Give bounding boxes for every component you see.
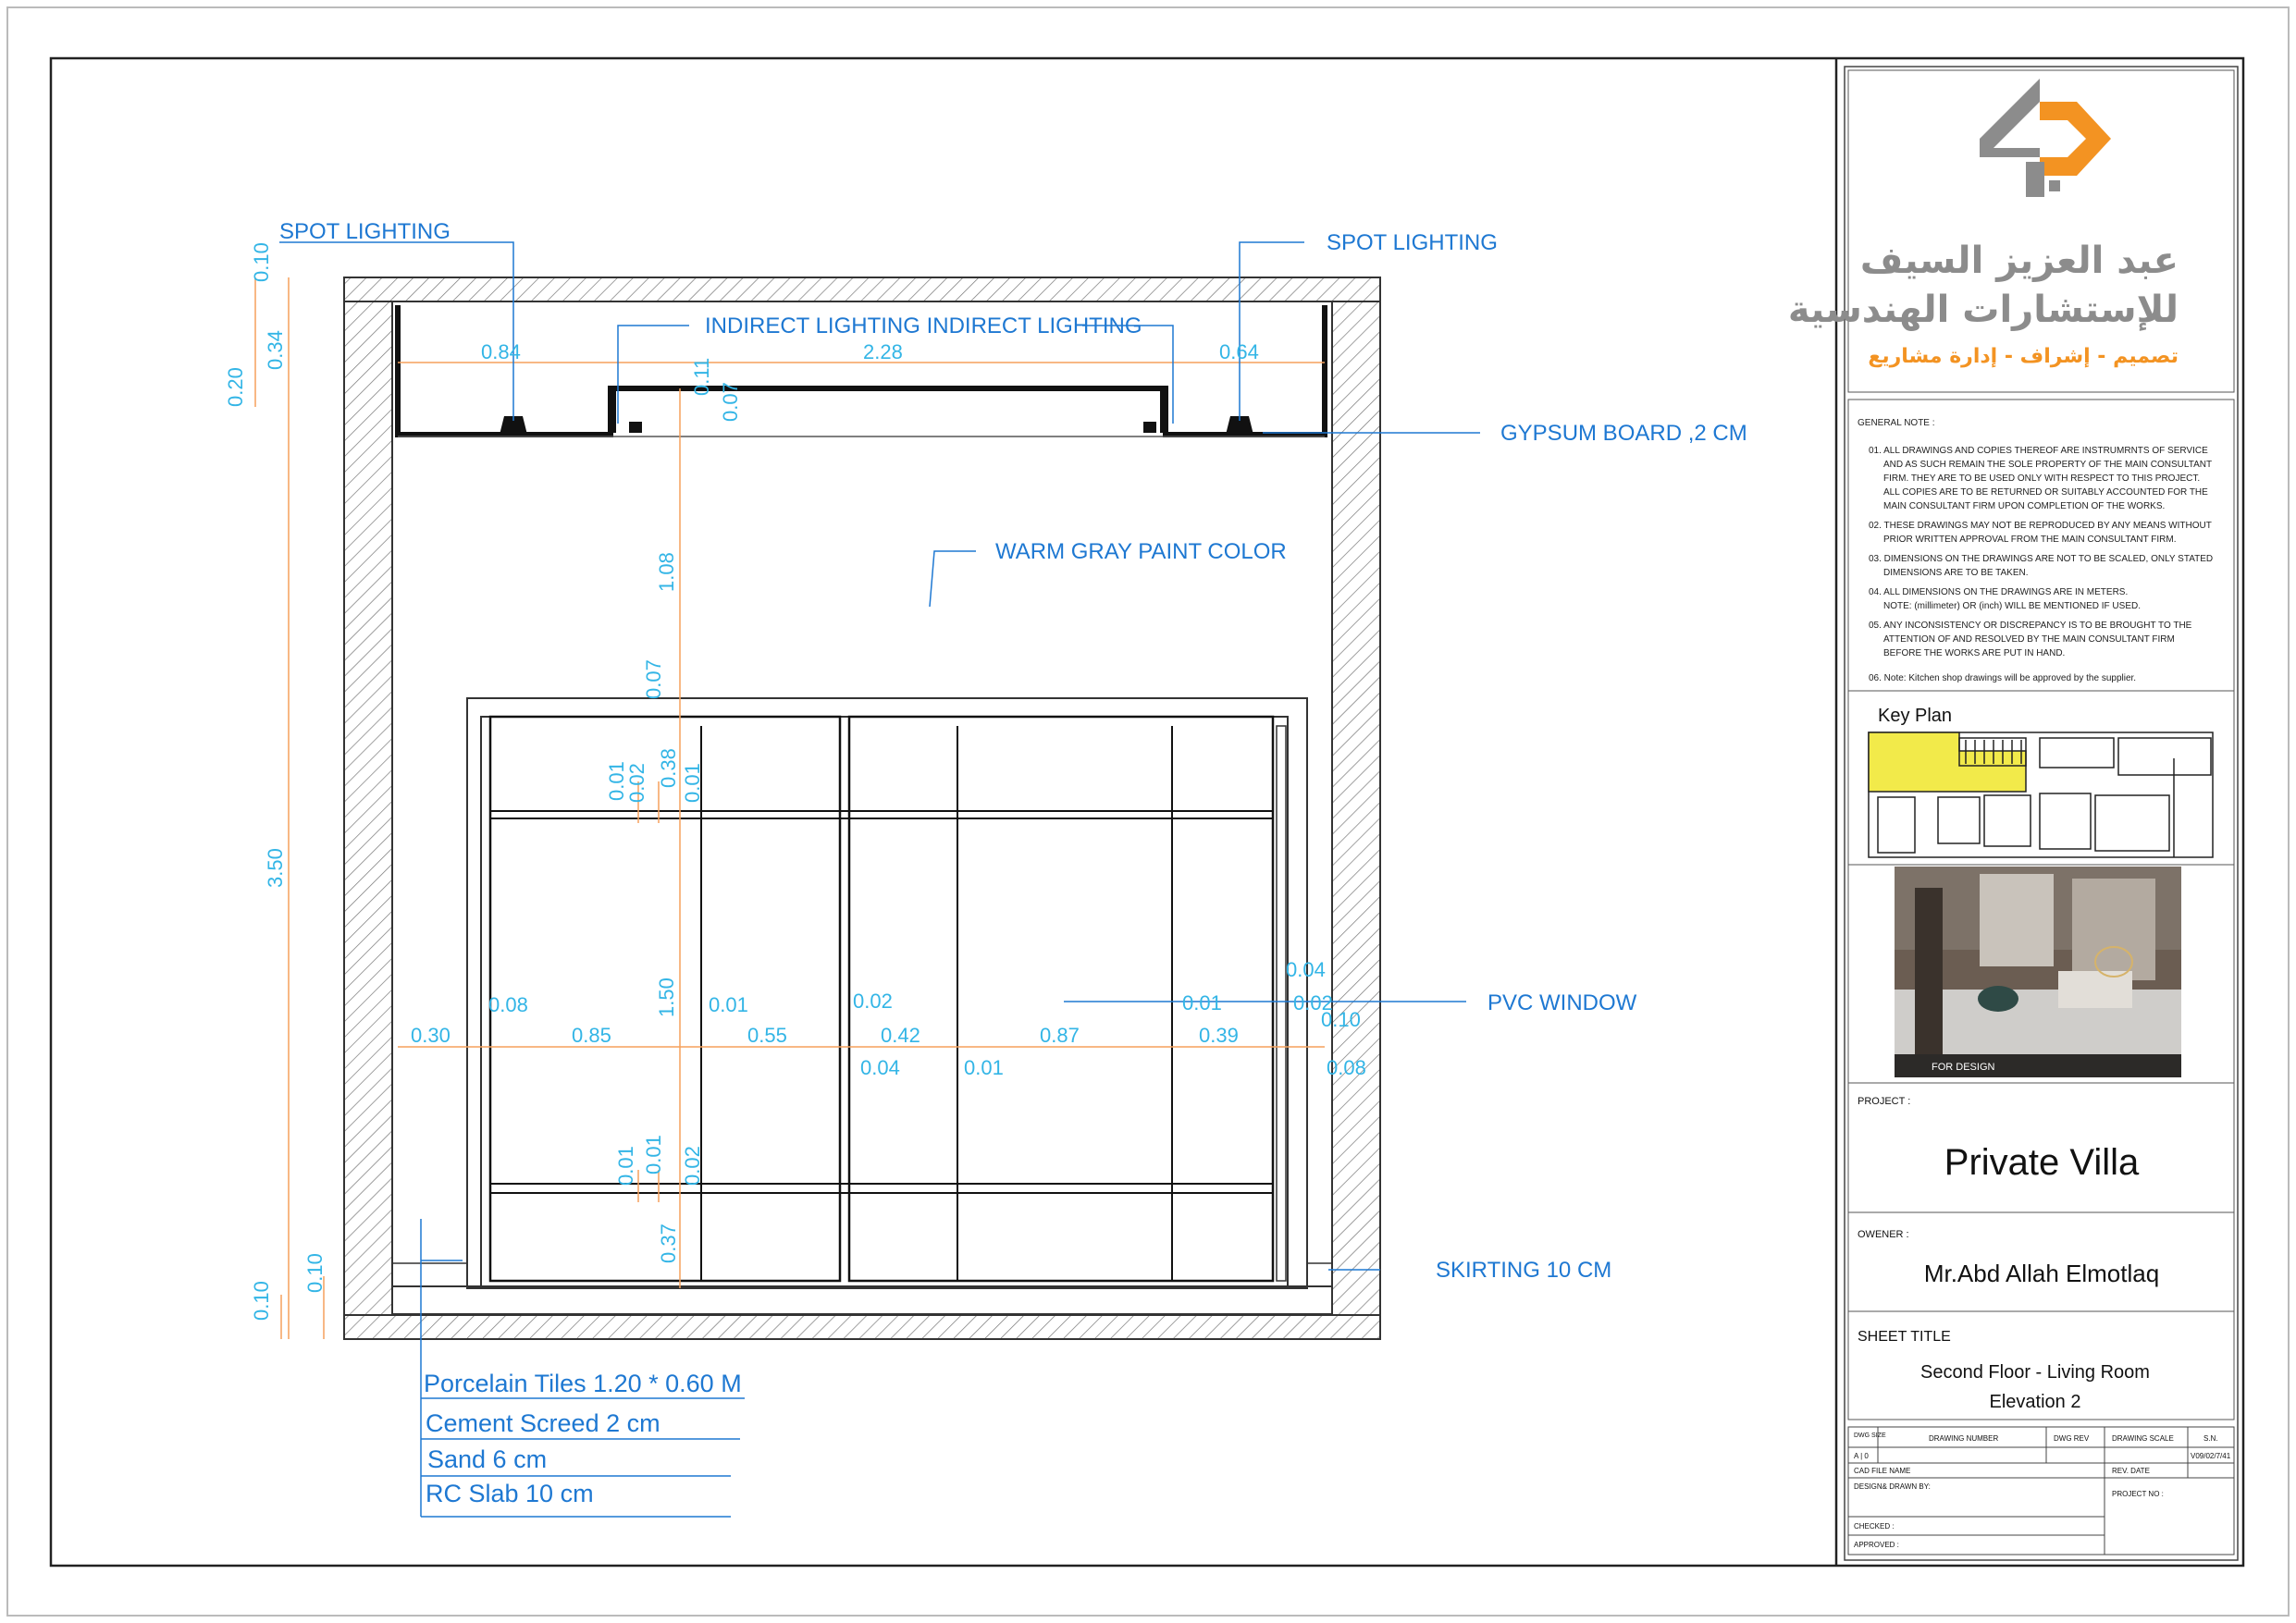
dim-0-04-b: 0.04 (860, 1056, 900, 1079)
elevation-drawing (344, 277, 1380, 1339)
logo-tagline: تصميم - إشراف - إدارة مشاريع (1868, 345, 2179, 368)
note-line: DIMENSIONS ARE TO BE TAKEN. (1883, 568, 2029, 578)
project-no-label: PROJECT NO : (2112, 1490, 2164, 1498)
rev-date-label: REV. DATE (2112, 1467, 2150, 1475)
sheet-title-line-1: Second Floor - Living Room (1920, 1362, 2150, 1383)
floor-layer-1: Porcelain Tiles 1.20 * 0.60 M (424, 1370, 742, 1397)
dim-0-07-mid: 0.07 (642, 659, 665, 699)
note-line: 05. ANY INCONSISTENCY OR DISCREPANCY IS TO BE BROUGHT TO THE (1869, 621, 2192, 631)
bottom-slab (344, 1315, 1380, 1339)
note-line: MAIN CONSULTANT FIRM UPON COMPLETION OF THE WORKS. (1883, 501, 2166, 511)
key-plan-title: Key Plan (1878, 706, 1953, 726)
dim-0-20: 0.20 (224, 367, 247, 407)
indirect-light-left (629, 422, 642, 433)
vertical-dimension-texts (224, 242, 742, 1321)
drawing-info-table (1848, 1427, 2234, 1555)
note-line: ATTENTION OF AND RESOLVED BY THE MAIN CONSULTANT FIRM (1883, 634, 2175, 645)
dim-0-10-b2: 0.10 (303, 1253, 327, 1293)
note-line: ALL COPIES ARE TO BE RETURNED OR SUITABLY ACCOUNTED FOR THE (1883, 487, 2208, 498)
owner-name: Mr.Abd Allah Elmotlaq (1923, 1260, 2160, 1287)
project-label: PROJECT : (1858, 1096, 1911, 1107)
dim-0-37: 0.37 (657, 1223, 680, 1263)
note-line: PRIOR WRITTEN APPROVAL FROM THE MAIN CONSULTANT FIRM. (1883, 535, 2177, 545)
sheet-title-line-2: Elevation 2 (1989, 1392, 2081, 1412)
photo-caption: FOR DESIGN (1932, 1062, 1995, 1073)
dim-0-01-a: 0.01 (605, 761, 628, 801)
dwg-size-value: A | 0 (1854, 1452, 1869, 1460)
floor-layer-3: Sand 6 cm (427, 1445, 548, 1473)
dim-0-02-d: 0.02 (681, 1146, 704, 1186)
general-note-title: GENERAL NOTE : (1858, 418, 1935, 428)
design-label: DESIGN& DRAWN BY: (1854, 1482, 1931, 1491)
notes-list (1869, 446, 2213, 683)
checked-label: CHECKED : (1854, 1522, 1895, 1531)
dim-0-01-c: 0.01 (709, 993, 748, 1016)
note-line: 04. ALL DIMENSIONS ON THE DRAWINGS ARE IN METERS. (1869, 587, 2129, 597)
dim-0-34: 0.34 (264, 330, 287, 370)
dim-0-38: 0.38 (657, 748, 680, 788)
label-skirting: SKIRTING 10 CM (1436, 1258, 1612, 1283)
dim-0-02-c: 0.02 (1293, 991, 1333, 1014)
dimension-texts (411, 340, 1366, 1079)
dim-2-28: 2.28 (863, 340, 903, 363)
label-pvc-window: PVC WINDOW (1487, 990, 1637, 1015)
note-line: 02. THESE DRAWINGS MAY NOT BE REPRODUCED BY ANY MEANS WITHOUT (1869, 521, 2212, 531)
owner-label: OWENER : (1858, 1229, 1909, 1240)
dim-0-87: 0.87 (1040, 1024, 1080, 1047)
dim-0-42: 0.42 (881, 1024, 920, 1047)
floor-layer-4: RC Slab 10 cm (426, 1480, 594, 1507)
note-line: NOTE: (millimeter) OR (inch) WILL BE MENTIONED IF USED. (1883, 601, 2141, 611)
key-plan-drawing (1869, 732, 2213, 857)
dim-1-50: 1.50 (655, 977, 678, 1017)
note-line: FIRM. THEY ARE TO BE USED ONLY WITH RESPECT TO THIS PROJECT. (1883, 473, 2201, 484)
dim-0-10-top: 0.10 (250, 242, 273, 282)
dwg-size-label: DWG SIZE (1854, 1432, 1886, 1439)
drawing-number-label: DRAWING NUMBER (1929, 1434, 1999, 1443)
dim-0-85: 0.85 (572, 1024, 611, 1047)
dim-0-01-d: 0.01 (964, 1056, 1004, 1079)
label-warm-gray: WARM GRAY PAINT COLOR (995, 539, 1287, 564)
note-line: 03. DIMENSIONS ON THE DRAWINGS ARE NOT TO BE SCALED, ONLY STATED (1869, 554, 2214, 564)
dim-0-84: 0.84 (481, 340, 521, 363)
skirting (392, 1286, 1332, 1314)
note-line: 06. Note: Kitchen shop drawings will be approved by the supplier. (1869, 673, 2137, 683)
logo-line-1: عبد العزيز السيف (1859, 240, 2179, 282)
label-spot-lighting-left: SPOT LIGHTING (279, 219, 451, 244)
dim-0-55: 0.55 (747, 1024, 787, 1047)
logo-line-2: للإستشارات الهندسية (1787, 289, 2179, 331)
cove-left (611, 388, 616, 433)
cad-file-label: CAD FILE NAME (1854, 1467, 1911, 1475)
dim-0-11: 0.11 (690, 357, 713, 396)
dim-0-08-r: 0.08 (1327, 1056, 1366, 1079)
company-logo (1980, 79, 2111, 197)
dim-0-01-b: 0.01 (681, 763, 704, 803)
dim-0-01-e: 0.01 (1182, 991, 1222, 1014)
dim-0-64: 0.64 (1219, 340, 1259, 363)
sn-value: V09/02/7/41 (2191, 1452, 2231, 1460)
dim-0-10-r: 0.10 (1321, 1008, 1361, 1031)
top-slab (344, 277, 1380, 301)
dim-0-01-g: 0.01 (642, 1135, 665, 1174)
dim-0-07-top: 0.07 (719, 382, 742, 422)
floor-layer-2: Cement Screed 2 cm (426, 1409, 660, 1437)
dim-0-30: 0.30 (411, 1024, 451, 1047)
dim-0-08-l: 0.08 (488, 993, 528, 1016)
window-side-jamb (1277, 726, 1286, 1281)
cove-right (1160, 388, 1166, 433)
dim-0-39: 0.39 (1199, 1024, 1239, 1047)
dim-0-10-b1: 0.10 (250, 1281, 273, 1321)
sheet-title-label: SHEET TITLE (1858, 1329, 1951, 1345)
note-line: 01. ALL DRAWINGS AND COPIES THEREOF ARE INSTRUMRNTS OF SERVICE (1869, 446, 2208, 456)
dim-0-04-a: 0.04 (1286, 958, 1326, 981)
label-indirect-lighting: INDIRECT LIGHTING INDIRECT LIGHTING (705, 314, 1142, 338)
dwg-rev-label: DWG REV (2054, 1434, 2090, 1443)
label-gypsum-board: GYPSUM BOARD ,2 CM (1500, 421, 1747, 446)
note-line: AND AS SUCH REMAIN THE SOLE PROPERTY OF THE MAIN CONSULTANT (1883, 460, 2213, 470)
approved-label: APPROVED : (1854, 1541, 1899, 1549)
dim-3-50: 3.50 (264, 848, 287, 888)
indirect-light-right (1143, 422, 1156, 433)
project-name: Private Villa (1944, 1142, 2140, 1183)
title-block (1788, 67, 2238, 1560)
right-wall (1332, 301, 1380, 1315)
drawing-scale-label: DRAWING SCALE (2112, 1434, 2174, 1443)
left-wall (344, 301, 392, 1315)
dim-1-08: 1.08 (655, 552, 678, 592)
dim-0-02-b: 0.02 (853, 990, 893, 1013)
sn-label: S.N. (2203, 1434, 2218, 1443)
dim-0-01-f: 0.01 (614, 1146, 637, 1186)
dim-0-02-a: 0.02 (625, 763, 648, 803)
label-spot-lighting-right: SPOT LIGHTING (1327, 230, 1498, 255)
note-line: BEFORE THE WORKS ARE PUT IN HAND. (1883, 648, 2066, 658)
interior-photo (1895, 867, 2181, 1077)
